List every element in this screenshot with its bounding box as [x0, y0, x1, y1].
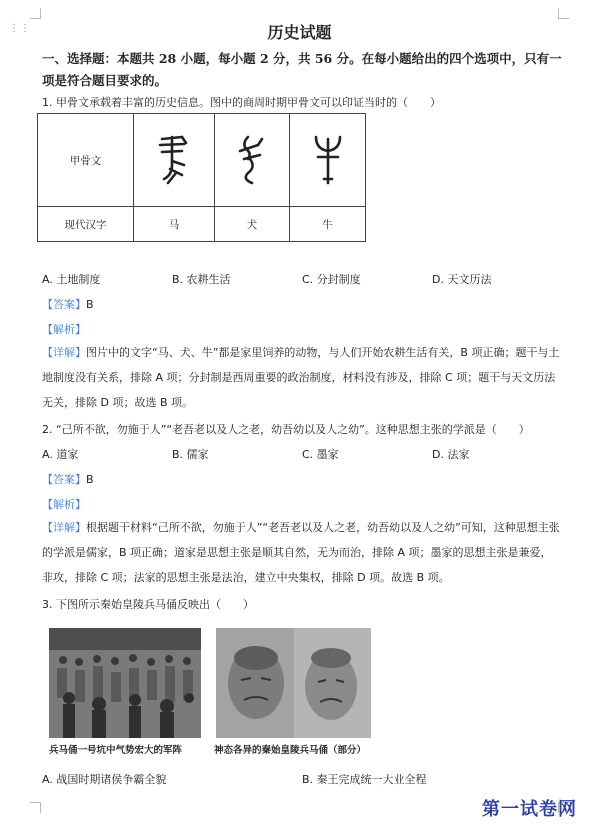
detail-line: 非攻，排除 C 项；法家的思想主张是法治，建立中央集权，排除 D 项。故选 B 项。	[42, 571, 450, 584]
question-3-stem: 3. 下图所示秦始皇陵兵马俑反映出（ ）	[42, 598, 254, 611]
detail-line: 的学派是儒家，B 项正确；道家是思想主张是顺其自然，无为而治，排除 A 项；墨家的思想主张是兼爱，	[42, 546, 552, 559]
answer-line	[42, 471, 94, 487]
page-corner-mark	[30, 802, 41, 813]
option-a: A. 道家	[42, 448, 79, 461]
modern-char: 犬	[215, 207, 290, 242]
drag-handle-icon[interactable]: ⋮⋮	[9, 23, 31, 34]
ox-glyph-icon	[310, 131, 346, 187]
oracle-glyph-horse	[134, 114, 215, 207]
oracle-bone-table	[37, 113, 366, 242]
terracotta-army-photo	[49, 628, 201, 738]
detail-line: 无关，排除 D 项；故选 B 项。	[42, 396, 194, 409]
analysis-tag: 【解析】	[42, 498, 86, 511]
section-heading-line: 一、选择题：本题共 28 小题，每小题 2 分，共 56 分。在每小题给出的四个选项中，只有一	[42, 51, 562, 66]
page-corner-mark	[30, 8, 41, 19]
detail-tag: 【详解】	[42, 346, 86, 359]
answer-tag: 【答案】	[42, 473, 86, 486]
page-title: 历史试题	[267, 23, 332, 42]
modern-char: 马	[134, 207, 215, 242]
option-b: B. 秦王完成统一大业全程	[302, 773, 427, 786]
section-heading	[42, 48, 562, 92]
detail-line: 地制度没有关系，排除 A 项；分封制是西周重要的政治制度，材料没有涉及，排除 C 项；题干与天文历法	[42, 371, 556, 384]
caption-left: 兵马俑一号坑中气势宏大的军阵	[49, 745, 183, 756]
faces-image-icon	[216, 628, 371, 738]
oracle-glyph-ox	[290, 114, 366, 207]
analysis-tag: 【解析】	[42, 323, 86, 336]
horse-glyph-icon	[154, 131, 194, 187]
option-b: B. 农耕生活	[172, 273, 231, 286]
section-heading-line: 项是符合题目要求的。	[42, 73, 168, 88]
page-corner-mark	[558, 8, 569, 19]
modern-char: 牛	[290, 207, 366, 242]
option-b: B. 儒家	[172, 448, 209, 461]
option-d: D. 法家	[432, 448, 470, 461]
watermark-logo: 第一试卷网	[482, 799, 577, 820]
caption-right: 神态各异的秦始皇陵兵马俑（部分）	[214, 745, 367, 756]
table-label-oracle: 甲骨文	[38, 114, 134, 207]
table-label-modern: 现代汉字	[38, 207, 134, 242]
answer-value: B	[86, 298, 94, 311]
option-a: A. 土地制度	[42, 273, 101, 286]
option-d: D. 天文历法	[432, 273, 492, 286]
oracle-glyph-dog	[215, 114, 290, 207]
option-c: C. 分封制度	[302, 273, 361, 286]
answer-tag: 【答案】	[42, 298, 86, 311]
dog-glyph-icon	[234, 131, 270, 187]
detail-line: 【详解】图片中的文字“马、犬、牛”都是家里饲养的动物，与人们开始农耕生活有关，B 项正确；题干与土	[42, 346, 560, 359]
detail-paragraph	[42, 515, 562, 590]
option-a: A. 战国时期诸侯争霸全貌	[42, 773, 167, 786]
detail-paragraph	[42, 340, 562, 415]
analysis-line	[42, 496, 86, 512]
question-1-stem: 1. 甲骨文承载着丰富的历史信息。图中的商周时期甲骨文可以印证当时的（ ）	[42, 96, 441, 109]
warrior-faces-photo	[216, 628, 371, 738]
option-c: C. 墨家	[302, 448, 339, 461]
answer-line	[42, 296, 94, 312]
question-2-stem: 2. “己所不欲，勿施于人”“老吾老以及人之老，幼吾幼以及人之幼”。这种思想主张的学派是（ ）	[42, 423, 530, 436]
army-image-icon	[49, 628, 201, 738]
answer-value: B	[86, 473, 94, 486]
analysis-line	[42, 321, 86, 337]
detail-line: 【详解】根据题干材料“己所不欲，勿施于人”“老吾老以及人之老，幼吾幼以及人之幼”可知，这种思想主张	[42, 521, 560, 534]
detail-tag: 【详解】	[42, 521, 86, 534]
